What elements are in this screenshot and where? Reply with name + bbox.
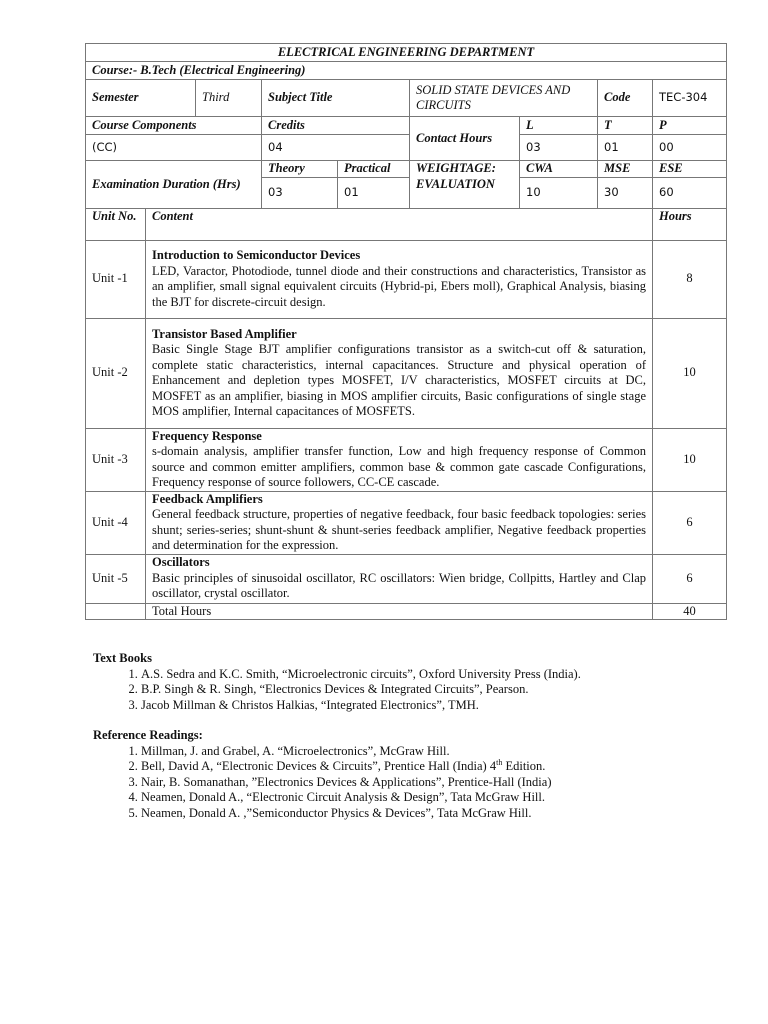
mse-label: MSE bbox=[598, 161, 653, 178]
list-item: 2. B.P. Singh & R. Singh, “Electronics Devices & Integrated Circuits”, Pearson. bbox=[141, 682, 581, 698]
text-books-heading: Text Books bbox=[93, 651, 152, 665]
unit-description: s-domain analysis, amplifier transfer function, Low and high frequency response of Common source and common emitter amplifiers, common base & common gate cascade Configurations, Frequency response of source followers, CC-CE cascade. bbox=[152, 444, 646, 489]
mse-value: 30 bbox=[598, 177, 653, 208]
unit-content bbox=[146, 318, 653, 428]
unit-description: LED, Varactor, Photodiode, tunnel diode and their constructions and characteristics, Transistor as an amplifier, small signal equivalent circuits (Hybrid-pi, Ebers moll), Graphical Analysis, biasing the BJT for discrete-circuit design. bbox=[152, 263, 646, 309]
theory-label: Theory bbox=[262, 161, 338, 178]
content-header: Content bbox=[146, 208, 653, 240]
unit-content bbox=[146, 554, 653, 603]
unit-hours: 6 bbox=[653, 491, 727, 554]
unit-hours: 6 bbox=[653, 554, 727, 603]
department-title: ELECTRICAL ENGINEERING DEPARTMENT bbox=[86, 44, 727, 62]
course-components-label: Course Components bbox=[86, 117, 262, 135]
practical-hours-label: P bbox=[653, 117, 727, 135]
exam-duration-label: Examination Duration (Hrs) bbox=[86, 161, 262, 209]
reference-readings-list bbox=[93, 744, 551, 822]
total-hours-label: Total Hours bbox=[146, 603, 653, 620]
ese-value: 60 bbox=[653, 177, 727, 208]
cwa-label: CWA bbox=[520, 161, 598, 178]
unit-content bbox=[146, 240, 653, 318]
code-label: Code bbox=[598, 80, 653, 117]
ese-label: ESE bbox=[653, 161, 727, 178]
practical-hours-value: 00 bbox=[653, 135, 727, 161]
reference-readings-heading: Reference Readings: bbox=[93, 728, 203, 742]
lecture-value: 03 bbox=[520, 135, 598, 161]
practical-label: Practical bbox=[338, 161, 410, 178]
table-row bbox=[86, 318, 727, 428]
unit-title: Oscillators bbox=[152, 555, 210, 570]
tutorial-label: T bbox=[598, 117, 653, 135]
course-name: Course:- B.Tech (Electrical Engineering) bbox=[86, 62, 727, 80]
unit-title: Frequency Response bbox=[152, 428, 262, 443]
unit-content bbox=[146, 428, 653, 491]
unit-title: Transistor Based Amplifier bbox=[152, 326, 297, 341]
hours-header: Hours bbox=[653, 208, 727, 240]
unit-number: Unit -3 bbox=[86, 428, 146, 491]
unit-hours: 8 bbox=[653, 240, 727, 318]
course-component-value: (CC) bbox=[86, 135, 262, 161]
credits-label: Credits bbox=[262, 117, 410, 135]
table-row bbox=[86, 554, 727, 603]
theory-value: 03 bbox=[262, 177, 338, 208]
unit-number: Unit -5 bbox=[86, 554, 146, 603]
table-row bbox=[86, 491, 727, 554]
list-item-text: Bell, David A, “Electronic Devices & Circuits”, Prentice Hall (India) 4 bbox=[141, 759, 497, 773]
unit-description: General feedback structure, properties of negative feedback, four basic feedback topologies: series shunt; series-series; shunt-shunt & shunt-series feedback amplifier, Negative feedback properties and determination for the expression. bbox=[152, 507, 646, 552]
unit-number: Unit -4 bbox=[86, 491, 146, 554]
semester-label: Semester bbox=[86, 80, 196, 117]
unit-no-header: Unit No. bbox=[86, 208, 146, 240]
reference-readings-section bbox=[93, 728, 551, 821]
lecture-label: L bbox=[520, 117, 598, 135]
unit-content bbox=[146, 491, 653, 554]
text-books-list bbox=[93, 667, 581, 714]
syllabus-table bbox=[85, 43, 727, 620]
table-row bbox=[86, 240, 727, 318]
text-books-section bbox=[93, 651, 581, 713]
list-item: 1. A.S. Sedra and K.C. Smith, “Microelectronic circuits”, Oxford University Press (India). bbox=[141, 667, 581, 683]
contact-hours-label: Contact Hours bbox=[410, 117, 520, 161]
credits-value: 04 bbox=[262, 135, 410, 161]
unit-hours: 10 bbox=[653, 318, 727, 428]
code-value: TEC-304 bbox=[653, 80, 727, 117]
list-item: 4. Neamen, Donald A., “Electronic Circuit Analysis & Design”, Tata McGraw Hill. bbox=[141, 790, 551, 806]
unit-title: Feedback Amplifiers bbox=[152, 491, 263, 506]
list-item: 3. Nair, B. Somanathan, ”Electronics Devices & Applications”, Prentice-Hall (India) bbox=[141, 775, 551, 791]
semester-value: Third bbox=[196, 80, 262, 117]
list-item: 1. Millman, J. and Grabel, A. “Microelectronics”, McGraw Hill. bbox=[141, 744, 551, 760]
list-item: 3. Jacob Millman & Christos Halkias, “Integrated Electronics”, TMH. bbox=[141, 698, 581, 714]
list-item-tail: Edition. bbox=[502, 759, 546, 773]
weightage-label: WEIGHTAGE: EVALUATION bbox=[410, 161, 520, 209]
superscript: th bbox=[496, 757, 503, 767]
unit-number: Unit -1 bbox=[86, 240, 146, 318]
list-item bbox=[141, 759, 551, 775]
cwa-value: 10 bbox=[520, 177, 598, 208]
unit-description: Basic principles of sinusoidal oscillator, RC oscillators: Wien bridge, Collpitts, Hartley and Clap oscillator, crystal oscillator. bbox=[152, 570, 646, 601]
unit-description: Basic Single Stage BJT amplifier configurations transistor as a switch-cut off & saturation, complete static characteristics, internal capacitances. Structure and physical operation of Enhancement and depletion types MOSFET, I/V characteristics, MOSFET circuits at DC, MOSFET as an amplifier, biasing in MOS amplifier circuits, Basic configurations of single stage MOS amplifier, Internal capacitances of MOSFETS. bbox=[152, 342, 646, 418]
table-row bbox=[86, 428, 727, 491]
unit-number: Unit -2 bbox=[86, 318, 146, 428]
list-item: 5. Neamen, Donald A. ,”Semiconductor Physics & Devices”, Tata McGraw Hill. bbox=[141, 806, 551, 822]
subject-title-label: Subject Title bbox=[262, 80, 410, 117]
subject-title-value: SOLID STATE DEVICES AND CIRCUITS bbox=[410, 80, 598, 117]
practical-value: 01 bbox=[338, 177, 410, 208]
unit-title: Introduction to Semiconductor Devices bbox=[152, 248, 361, 262]
total-hours-value: 40 bbox=[653, 603, 727, 620]
tutorial-value: 01 bbox=[598, 135, 653, 161]
unit-hours: 10 bbox=[653, 428, 727, 491]
